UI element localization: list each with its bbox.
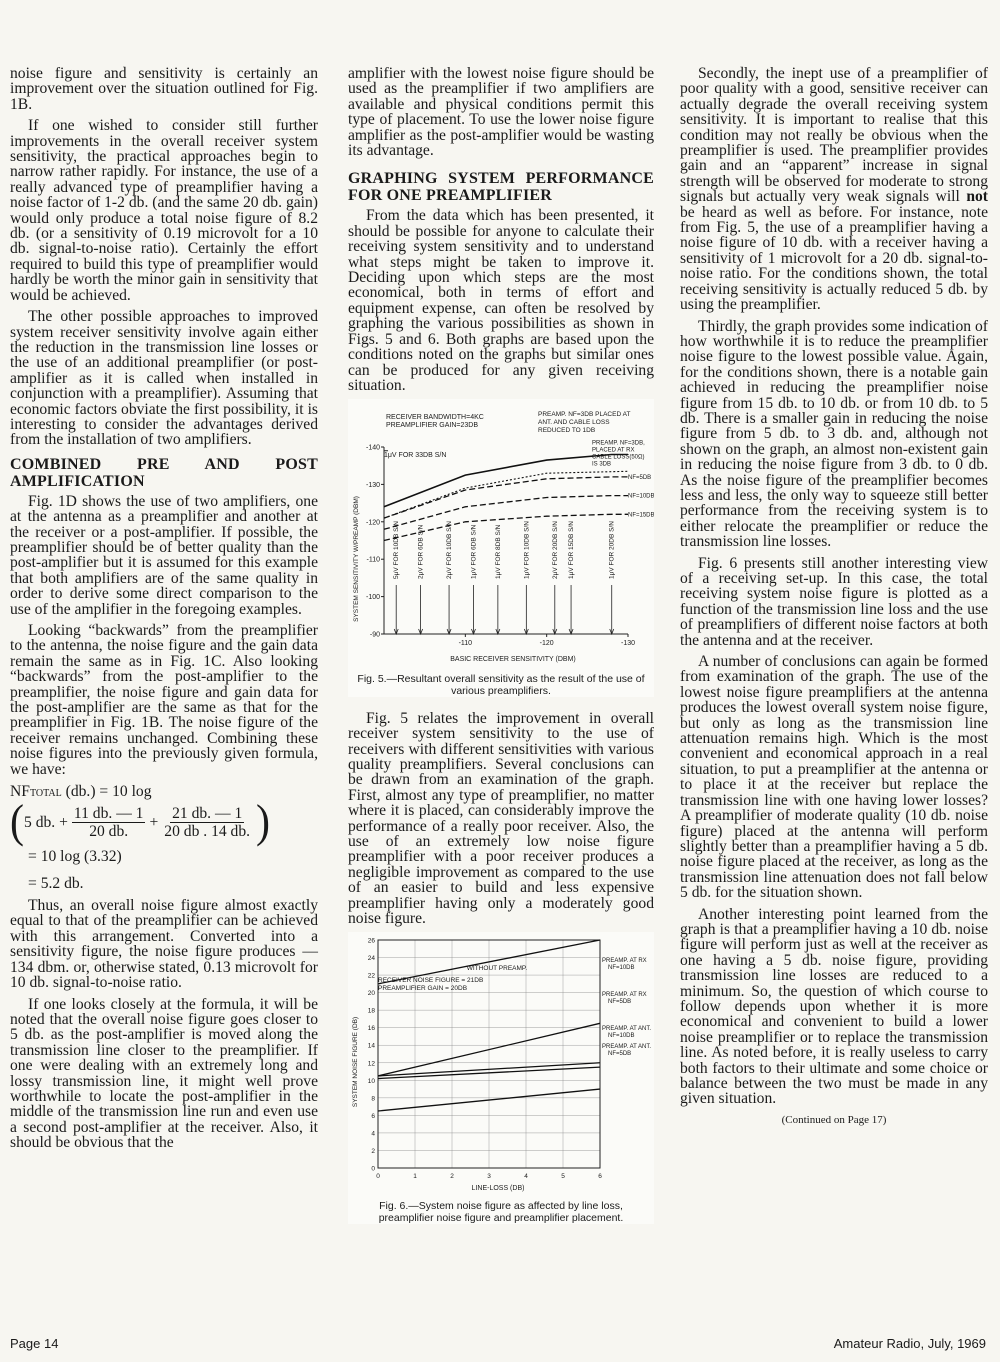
formula-line-4: = 5.2 db.	[28, 875, 84, 893]
publication-date: Amateur Radio, July, 1969	[833, 1336, 986, 1351]
paragraph: Thus, an overall noise figure almost exactly equal to that of the preamplifier can be achieved with this arrangement. Converted into a sensitivity figure, the noise figure produces —134 dbm. or, otherwise stated, 0.13 microvolt for 10 db. signal-to-noise ratio.	[10, 897, 318, 992]
figure-5-caption: Fig. 5.—Resultant overall sensitivity as the result of the use of various preamplifiers.	[357, 672, 645, 697]
fig5-vertical-marker-label: 1μV FOR 6DB S/N	[470, 524, 478, 580]
fig6-series-label: WITHOUT PREAMP.	[466, 965, 528, 973]
fig5-x-tick-label: -130	[620, 640, 636, 648]
fig6-x-tick-label: 6	[598, 1173, 602, 1181]
fig5-vertical-marker-label: 1μV FOR 10DB S/N	[523, 521, 531, 580]
paragraph: From the data which has been presented, it should be possible for anyone to calculate their receiving system sensitivity and to understand what steps might be taken to improve it. Deciding upon which steps are the most economical, both in terms of effort and equipment expense, can often be resolved by graphing the various possibilities as shown in Figs. 5 and 6. Both graphs are based upon the conditions noted on the graphs but similar ones can be produced for any given receiving situation.	[348, 207, 654, 394]
fig6-x-tick-label: 5	[561, 1173, 565, 1181]
fig6-note-2: PREAMPLIFIER GAIN = 20DB	[378, 985, 468, 993]
fig5-x-tick-label: -110	[458, 640, 473, 648]
fig6-note-1: RECEIVER NOISE FIGURE = 21DB	[378, 977, 484, 985]
figure-6-chart	[348, 932, 654, 1194]
fig5-series-label: NF=15DB	[628, 512, 654, 519]
column-2	[348, 66, 654, 1238]
fig5-top-marker: 1μV FOR 33DB S/N	[384, 452, 447, 460]
paragraph: Fig. 5 relates the improvement in overall receiver system sensitivity to the use of receivers with different sensitivities with various quality preamplifiers. Several conclusions can be drawn from an examination of the graph. First, almost any type of preamplifier, no matter where it is placed, can considerably improve the performance of a really poor receiver. Also, the use of an extremely low noise figure preamplifier with a poor receiver produces a negligible improvement as compared to the use of an easier to build and less expensive preamplifier having only a moderately good noise figure.	[348, 709, 654, 927]
fig6-y-tick-label: 14	[367, 1043, 375, 1051]
paragraph: Fig. 1D shows the use of two amplifiers, one at the antenna as a preamplifier and another at the receiver or a post-amplifier. If possible, the preamplifier should be of better quality than the post-amplifier but it is assumed for this example that both amplifiers are of the same quality in order to derive some direct comparison to the use of the amplifier in the foregoing examples.	[10, 492, 318, 618]
paragraph: Thirdly, the graph provides some indication of how worthwhile it is to reduce the preamplifier noise figure to the lowest possible value. Again, for the conditions shown, there is a notable gain achieved in reducing the preamplifier noise figure from 15 db. to 10 db. or from 10 db. to 5 db. There is a smaller gain in reducing the noise figure from 5 db. to 3 db. and, although not shown on the graph, an almost non-existent gain in reducing the noise figure from 3 db. to 0 db. As the noise figure of the preamplifier becomes less and less, the only way to squeeze still better performance from the receiving system is to either relocate the preamplifier or reduce the transmission line losses.	[680, 317, 988, 551]
fig5-vertical-marker-label: 2μV FOR 6DB S/N	[417, 524, 425, 580]
paragraph: amplifier with the lowest noise figure should be used as the preamplifier if two amplifiers are available and physical conditions permit this type of placement. To use the lower noise figure amplifier as the post-amplifier would be wasting its advantage.	[348, 65, 654, 160]
paragraph: Another interesting point learned from the graph is that a preamplifier having a 10 db. noise figure will perform just as well at the receiver as one having a 5 db. noise figure, providing transmission line losses are reduced to a minimum. So, the question of which course to follow depends upon whether it is more economical and convenient to build a lower noise preamplifier or to replace the transmission line. As noted before, it is really useless to carry both factors to their ultimate and some choice or balance between the two must be made in any given situation.	[680, 905, 988, 1108]
fig5-ylabel: SYSTEM SENSITIVITY W/PREAMP (DBM)	[353, 496, 360, 623]
fig6-y-tick-label: 22	[367, 972, 375, 980]
fig5-vertical-marker-label: 1μV FOR 15DB S/N	[568, 521, 576, 580]
fig5-vertical-marker-label: 5μV FOR 10DB S/N	[393, 521, 401, 580]
fig5-y-tick-label: -120	[365, 519, 380, 527]
fig5-vertical-marker-label: 1μV FOR 8DB S/N	[494, 524, 502, 580]
fig6-y-tick-label: 26	[367, 937, 375, 945]
fig5-y-tick-label: -100	[365, 594, 380, 602]
figure-6	[348, 932, 654, 1223]
paragraph: If one looks closely at the formula, it will be noted that the overall noise figure goes closer to 5 db. as the post-amplifier is moved along the transmission line closer to the preamplifier. If one were dealing with an extremely long and lossy transmission line, it might well prove worthwhile to locate the post-amplifier in the middle of the transmission line run and even use a second post-amplifier at the receiver. Also, it should be obvious that the	[10, 995, 318, 1152]
section-heading: COMBINED PRE AND POST AMPLIFICATION	[10, 455, 318, 490]
paragraph: Looking “backwards” from the preamplifier to the antenna, the noise figure and the gain data remain the same as in Fig. 1C. Also looking “backwards” from the post-amplifier to the preamplifier, the noise figure and gain data for the post-amplifier are the same as that for the preamplifier in Fig. 1B. The noise figure of the receiver remains unchanged. Combining these noise figures into the previously given formula, we have:	[10, 622, 318, 778]
fig6-y-tick-label: 4	[371, 1130, 375, 1138]
fig6-y-tick-label: 24	[367, 955, 375, 963]
fig6-y-tick-label: 2	[371, 1148, 375, 1156]
column-3	[680, 66, 988, 1134]
section-heading: GRAPHING SYSTEM PERFORMANCE FOR ONE PREAMPLIFIER	[348, 170, 654, 205]
fig6-y-tick-label: 10	[367, 1078, 375, 1086]
paragraph: Secondly, the inept use of a preamplifier of poor quality with a good, sensitive receiver can actually degrade the overall receiving system sensitivity. It is important to realise that this condition may not really be obvious when the preamplifier is used. The preamplifier provides gain and an “apparent” increase in signal strength will be observed for moderate to strong signals but actually very weak signals will not be heard as well as before. For instance, note from Fig. 5, the use of a preamplifier having a noise figure of 10 db. with a receiver having a sensitivity of 1 microvolt for a 20 db. signal-to-noise ratio. For the conditions shown, the total receiving sensitivity is actually reduced 5 db. by using the preamplifier.	[680, 65, 988, 314]
fig6-xlabel: LINE-LOSS (DB)	[471, 1185, 525, 1193]
fig5-note-2: PREAMPLIFIER GAIN=23DB	[386, 422, 479, 430]
fig6-y-tick-label: 16	[367, 1025, 375, 1033]
formula-line-3: = 10 log (3.32)	[28, 848, 122, 866]
fig5-y-tick-label: -90	[369, 631, 380, 639]
fig5-x-tick-label: -120	[539, 640, 554, 648]
fig5-y-tick-label: -140	[365, 444, 380, 452]
fig5-series-label: PREAMP. NF=3DB, PLACED AT RX CABLE LOSS(50Ω) IS 3DB	[592, 440, 645, 468]
fig6-x-tick-label: 2	[450, 1173, 454, 1181]
fig5-vertical-marker-label: 2μV FOR 10DB S/N	[446, 521, 454, 580]
fig6-series-label: PREAMP. AT RX NF=10DB	[602, 958, 647, 972]
noise-figure-formula	[10, 783, 318, 892]
fig5-vertical-marker-label: 2μV FOR 20DB S/N	[551, 521, 559, 580]
column-1	[10, 66, 318, 1157]
paragraph: The other possible approaches to improved system receiver sensitivity involve again either the reduction in the transmission line losses or the use of an additional preamplifier (or post-amplifier as it is called when installed in conjunction with a preamplifier). Assuming that economic factors obviate the first possibility, it is interesting to consider the advantages derived from the installation of two amplifiers.	[10, 308, 318, 449]
fraction: $\frac{11 db. — 1}{20 db.}$	[73, 804, 144, 840]
fig5-callout: PREAMP. NF=3DB PLACED AT ANT. AND CABLE LOSS REDUCED TO 1DB	[538, 411, 631, 435]
paragraph: A number of conclusions can again be formed from examination of the graph. The use of the lowest noise figure preamplifiers at the antenna produces the lowest overall system noise figure, but only as long as the transmission line attenuation remains high. Which is the most convenient and economical approach in a real situation, to put a preamplifier at the antenna or to place it at the receiver but replace the transmission line with one having lower losses? A preamplifier of moderate quality (10 db. noise figure) placed at the antenna will perform slightly better than a preamplifier having a 5 db. noise figure placed at the receiver, as long as the transmission line attenuation does not fall below 5 db. for the situation shown.	[680, 653, 988, 902]
fig6-y-tick-label: 18	[367, 1008, 375, 1016]
fig6-y-tick-label: 12	[367, 1060, 375, 1068]
fig5-y-tick-label: -130	[365, 482, 380, 490]
fig6-x-tick-label: 0	[376, 1173, 380, 1181]
fig6-y-tick-label: 6	[371, 1113, 375, 1121]
fig5-y-tick-label: -110	[366, 557, 380, 565]
fig5-series-label: NF=10DB	[628, 493, 654, 500]
fig6-y-tick-label: 20	[367, 990, 375, 998]
paragraph: noise figure and sensitivity is certainly an improvement over the situation outlined for Fig. 1B.	[10, 65, 318, 113]
fig5-xlabel: BASIC RECEIVER SENSITIVITY (DBM)	[450, 656, 576, 664]
fig6-y-tick-label: 8	[371, 1095, 375, 1103]
figure-6-caption: Fig. 6.—System noise figure as affected by line loss, preamplifier noise figure and preamplifier placement.	[378, 1199, 624, 1224]
fig6-x-tick-label: 3	[487, 1173, 491, 1181]
figure-5	[348, 399, 654, 696]
fig5-note-1: RECEIVER BANDWIDTH=4KC	[386, 414, 484, 422]
fig6-series-label: PREAMP. AT RX NF=5DB	[602, 992, 647, 1006]
fig5-vertical-marker-label: 1μV FOR 20DB S/N	[608, 521, 616, 580]
fig6-x-tick-label: 1	[413, 1173, 417, 1181]
fig6-y-tick-label: 0	[371, 1165, 375, 1173]
paragraph: Fig. 6 presents still another interesting view of a receiving set-up. In this case, the total receiving system noise figure is plotted as a function of the transmission line loss and the use of preamplifiers of different noise factors at both the antenna and at the receiver.	[680, 554, 988, 649]
page-number: Page 14	[10, 1336, 59, 1351]
fig5-series-label: NF=5DB	[628, 475, 652, 482]
figure-5-chart	[348, 399, 654, 667]
fig6-x-tick-label: 4	[524, 1173, 528, 1181]
continued-note: (Continued on Page 17)	[781, 1113, 887, 1126]
fig6-ylabel: SYSTEM NOISE FIGURE (DB)	[352, 1017, 359, 1108]
fig6-series-label: PREAMP. AT ANT. NF=5DB	[602, 1044, 652, 1058]
formula-line-2: ( 5 db. + $\frac{11 db. — 1}{20 db.}$ + $\frac{21 db. — 1}{20 db . 14 db.}$ )	[10, 796, 271, 848]
paragraph: If one wished to consider still further improvements in the overall receiver system sensitivity, the practical approaches begin to narrow rather rapidly. For instance, the use of a really advanced type of preamplifier having a noise factor of 1-2 db. (and the same 20 db. gain) would only produce a total noise figure of 8.2 db. (or a sensitivity of 0.19 microvolt for a 10 db. signal-to-noise ratio). Certainly the effort required to build this type of preamplifier would hardly be worth the minor gain in sensitivity that would be achieved.	[10, 117, 318, 304]
formula-line-1: NFTOTAL (db.) = 10 log	[10, 783, 152, 801]
fig6-series-label: PREAMP. AT ANT. NF=10DB	[602, 1026, 652, 1040]
fraction: $\frac{21 db. — 1}{20 db . 14 db.}$	[164, 804, 251, 840]
